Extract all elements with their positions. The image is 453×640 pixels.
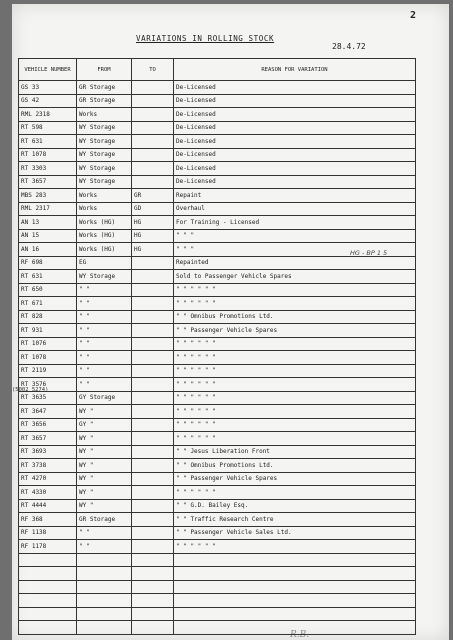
cell-to: GR xyxy=(132,189,174,203)
cell-from: WY Storage xyxy=(77,175,132,189)
cell-reason: " " " " " " xyxy=(174,391,416,405)
table-row xyxy=(19,310,416,324)
cell-vehicle: RT 3657 xyxy=(19,432,77,446)
table-row xyxy=(19,418,416,432)
cell-from: Works (HG) xyxy=(77,216,132,230)
cell-to xyxy=(132,351,174,365)
blank-cell xyxy=(77,553,132,567)
cell-to xyxy=(132,405,174,419)
cell-reason: " " " xyxy=(174,229,416,243)
cell-from: WY Storage xyxy=(77,162,132,176)
cell-vehicle: RT 4330 xyxy=(19,486,77,500)
cell-reason: " " Jesus Liberation Front xyxy=(174,445,416,459)
table-row xyxy=(19,243,416,257)
header-to: TO xyxy=(132,59,174,81)
table-row xyxy=(19,472,416,486)
table-row xyxy=(19,445,416,459)
cell-reason: " " " " " " xyxy=(174,297,416,311)
cell-to xyxy=(132,94,174,108)
table-row xyxy=(19,364,416,378)
cell-from: Works xyxy=(77,189,132,203)
table-row xyxy=(19,108,416,122)
cell-reason: " " " " " " xyxy=(174,432,416,446)
cell-vehicle: RT 1078 xyxy=(19,351,77,365)
cell-reason: " " " " " " xyxy=(174,486,416,500)
cell-from: " " xyxy=(77,337,132,351)
cell-from: Works (HG) xyxy=(77,243,132,257)
table-row xyxy=(19,94,416,108)
blank-cell xyxy=(19,567,77,581)
cell-reason: De-Licensed xyxy=(174,175,416,189)
blank-cell xyxy=(19,580,77,594)
cell-vehicle: MBS 283 xyxy=(19,189,77,203)
cell-reason: " " " " " " xyxy=(174,405,416,419)
table-row xyxy=(19,526,416,540)
cell-from: WY Storage xyxy=(77,135,132,149)
cell-from: WY " xyxy=(77,472,132,486)
cell-reason: De-Licensed xyxy=(174,162,416,176)
cell-reason: Repainted xyxy=(174,256,416,270)
cell-from: GR Storage xyxy=(77,81,132,95)
blank-cell xyxy=(174,567,416,581)
cell-from: " " xyxy=(77,283,132,297)
cell-reason: Sold to Passenger Vehicle Spares xyxy=(174,270,416,284)
blank-cell xyxy=(132,580,174,594)
table-row xyxy=(19,283,416,297)
cell-from: Works xyxy=(77,202,132,216)
cell-reason: " " " " " " xyxy=(174,283,416,297)
cell-from: Works xyxy=(77,108,132,122)
cell-from: WY Storage xyxy=(77,121,132,135)
cell-vehicle: RT 598 xyxy=(19,121,77,135)
table-row xyxy=(19,121,416,135)
cell-reason: " " " " " " xyxy=(174,418,416,432)
table-row xyxy=(19,189,416,203)
cell-from: WY " xyxy=(77,459,132,473)
cell-from: EG xyxy=(77,256,132,270)
table-row xyxy=(19,162,416,176)
cell-reason: " " " " " " xyxy=(174,378,416,392)
cell-from: " " xyxy=(77,351,132,365)
cell-reason: " " Traffic Research Centre xyxy=(174,513,416,527)
blank-cell xyxy=(132,607,174,621)
cell-to xyxy=(132,81,174,95)
blank-cell xyxy=(174,580,416,594)
cell-from: WY " xyxy=(77,499,132,513)
table-row xyxy=(19,499,416,513)
cell-reason: " " Passenger Vehicle Spares xyxy=(174,472,416,486)
cell-vehicle: RT 4270 xyxy=(19,472,77,486)
table-row xyxy=(19,270,416,284)
cell-reason: " " Omnibus Promotions Ltd. xyxy=(174,459,416,473)
cell-vehicle: RT 3635 xyxy=(19,391,77,405)
table-row xyxy=(19,486,416,500)
cell-to xyxy=(132,364,174,378)
cell-to xyxy=(132,540,174,554)
cell-vehicle: RF 368 xyxy=(19,513,77,527)
cell-vehicle: RT 3647 xyxy=(19,405,77,419)
blank-cell xyxy=(19,553,77,567)
cell-from: " " xyxy=(77,324,132,338)
cell-vehicle: RML 2317 xyxy=(19,202,77,216)
cell-vehicle: RT 828 xyxy=(19,310,77,324)
table-row xyxy=(19,337,416,351)
cell-vehicle: AN 13 xyxy=(19,216,77,230)
cell-vehicle: RT 4444 xyxy=(19,499,77,513)
cell-reason: " " Omnibus Promotions Ltd. xyxy=(174,310,416,324)
cell-vehicle: RF 698 xyxy=(19,256,77,270)
cell-vehicle: GS 33 xyxy=(19,81,77,95)
blank-cell xyxy=(174,594,416,608)
blank-cell xyxy=(174,607,416,621)
cell-from: WY " xyxy=(77,432,132,446)
cell-from: GR Storage xyxy=(77,513,132,527)
cell-from: " " xyxy=(77,297,132,311)
cell-from: WY Storage xyxy=(77,148,132,162)
cell-vehicle: RT 2119 xyxy=(19,364,77,378)
table-row xyxy=(19,81,416,95)
cell-to xyxy=(132,324,174,338)
table-row xyxy=(19,256,416,270)
cell-from: " " xyxy=(77,310,132,324)
blank-cell xyxy=(77,594,132,608)
cell-from: GY Storage xyxy=(77,391,132,405)
table-row xyxy=(19,513,416,527)
cell-vehicle: RML 2318 xyxy=(19,108,77,122)
blank-cell xyxy=(132,594,174,608)
cell-vehicle: AN 15 xyxy=(19,229,77,243)
cell-from: Works (HG) xyxy=(77,229,132,243)
cell-from: " " xyxy=(77,378,132,392)
blank-cell xyxy=(19,594,77,608)
table-row xyxy=(19,351,416,365)
blank-row xyxy=(19,607,416,621)
cell-vehicle: RT 1076 xyxy=(19,337,77,351)
cell-vehicle: RT 671 xyxy=(19,297,77,311)
cell-reason: De-Licensed xyxy=(174,135,416,149)
table-row xyxy=(19,175,416,189)
cell-reason: De-Licensed xyxy=(174,148,416,162)
header-vehicle-number: VEHICLE NUMBER xyxy=(19,59,77,81)
cell-to xyxy=(132,108,174,122)
cell-reason: For Training - Licensed xyxy=(174,216,416,230)
cell-to xyxy=(132,526,174,540)
table-row xyxy=(19,216,416,230)
blank-cell xyxy=(174,553,416,567)
cell-vehicle: RT 3303 xyxy=(19,162,77,176)
cell-from: WY " xyxy=(77,486,132,500)
table-row xyxy=(19,432,416,446)
table-row xyxy=(19,135,416,149)
cell-to xyxy=(132,337,174,351)
cell-from: " " xyxy=(77,540,132,554)
cell-from: WY " xyxy=(77,405,132,419)
cell-to xyxy=(132,486,174,500)
blank-cell xyxy=(77,621,132,635)
blank-cell xyxy=(132,553,174,567)
cell-reason: Repaint xyxy=(174,189,416,203)
cell-to xyxy=(132,297,174,311)
cell-to xyxy=(132,445,174,459)
cell-to: GD xyxy=(132,202,174,216)
table-header-row xyxy=(19,59,416,81)
cell-from: WY " xyxy=(77,445,132,459)
blank-row xyxy=(19,567,416,581)
cell-from: GR Storage xyxy=(77,94,132,108)
cell-to xyxy=(132,499,174,513)
cell-vehicle: RT 631 xyxy=(19,135,77,149)
blank-cell xyxy=(19,607,77,621)
blank-cell xyxy=(77,567,132,581)
cell-vehicle: RT 3738 xyxy=(19,459,77,473)
cell-reason: " " " " " " xyxy=(174,540,416,554)
cell-to xyxy=(132,418,174,432)
cell-vehicle: RT 650 xyxy=(19,283,77,297)
blank-row xyxy=(19,553,416,567)
handwritten-note: HG - BP 1 5 xyxy=(350,249,388,257)
cell-vehicle: RT 1078 xyxy=(19,148,77,162)
cell-reason: Overhaul xyxy=(174,202,416,216)
cell-to xyxy=(132,513,174,527)
cell-to xyxy=(132,283,174,297)
cell-vehicle: RF 1178 xyxy=(19,540,77,554)
table-row xyxy=(19,148,416,162)
cell-vehicle: RT 631 xyxy=(19,270,77,284)
cell-vehicle: AN 16 xyxy=(19,243,77,257)
cell-vehicle: RT 931 xyxy=(19,324,77,338)
blank-row xyxy=(19,594,416,608)
cell-vehicle: RF 1138 xyxy=(19,526,77,540)
cell-reason: De-Licensed xyxy=(174,108,416,122)
cell-to xyxy=(132,391,174,405)
blank-cell xyxy=(19,621,77,635)
blank-row xyxy=(19,621,416,635)
table-row xyxy=(19,229,416,243)
cell-to xyxy=(132,270,174,284)
cell-to xyxy=(132,310,174,324)
cell-to xyxy=(132,135,174,149)
cell-reason: " " Passenger Vehicle Sales Ltd. xyxy=(174,526,416,540)
cell-reason: De-Licensed xyxy=(174,121,416,135)
table-row xyxy=(19,324,416,338)
variations-table xyxy=(18,58,416,635)
cell-from: " " xyxy=(77,364,132,378)
table-row xyxy=(19,459,416,473)
cell-to: HG xyxy=(132,216,174,230)
table-row xyxy=(19,391,416,405)
cell-reason: De-Licensed xyxy=(174,81,416,95)
cell-to: HG xyxy=(132,243,174,257)
header-reason: REASON FOR VARIATION xyxy=(174,59,416,81)
table-row xyxy=(19,202,416,216)
table-row xyxy=(19,405,416,419)
blank-cell xyxy=(132,621,174,635)
cell-reason: " " " " " " xyxy=(174,364,416,378)
header-from: FROM xyxy=(77,59,132,81)
document-date: 28.4.72 xyxy=(332,42,366,51)
cell-to xyxy=(132,162,174,176)
cell-vehicle: GS 42 xyxy=(19,94,77,108)
blank-cell xyxy=(77,607,132,621)
cell-reason: " " " " " " xyxy=(174,351,416,365)
cell-vehicle: RT 3576 xyxy=(19,378,77,392)
cell-to xyxy=(132,472,174,486)
cell-to xyxy=(132,378,174,392)
table-row xyxy=(19,378,416,392)
cell-vehicle: RT 3657 xyxy=(19,175,77,189)
cell-to xyxy=(132,148,174,162)
cell-to: HG xyxy=(132,229,174,243)
cell-to xyxy=(132,121,174,135)
page-number: 2 xyxy=(410,10,417,21)
cell-from: WY Storage xyxy=(77,270,132,284)
cell-to xyxy=(132,175,174,189)
table-row xyxy=(19,297,416,311)
cell-reason: " " G.D. Bailey Esq. xyxy=(174,499,416,513)
cell-from: GY " xyxy=(77,418,132,432)
cell-vehicle: RT 3693 xyxy=(19,445,77,459)
cell-to xyxy=(132,432,174,446)
blank-cell xyxy=(132,567,174,581)
cell-reason: " " Passenger Vehicle Spares xyxy=(174,324,416,338)
blank-row xyxy=(19,580,416,594)
cell-reason: " " " " " " xyxy=(174,337,416,351)
table-row xyxy=(19,540,416,554)
cell-from: " " xyxy=(77,526,132,540)
cell-to xyxy=(132,256,174,270)
cell-to xyxy=(132,459,174,473)
page-title: VARIATIONS IN ROLLING STOCK xyxy=(136,34,275,43)
blank-cell xyxy=(174,621,416,635)
cell-vehicle: RT 3656 xyxy=(19,418,77,432)
blank-cell xyxy=(77,580,132,594)
cell-reason: De-Licensed xyxy=(174,94,416,108)
signature: R.B. xyxy=(290,630,310,640)
cell-reason: " " " xyxy=(174,243,416,257)
margin-note: (5002 5274) xyxy=(12,387,49,393)
